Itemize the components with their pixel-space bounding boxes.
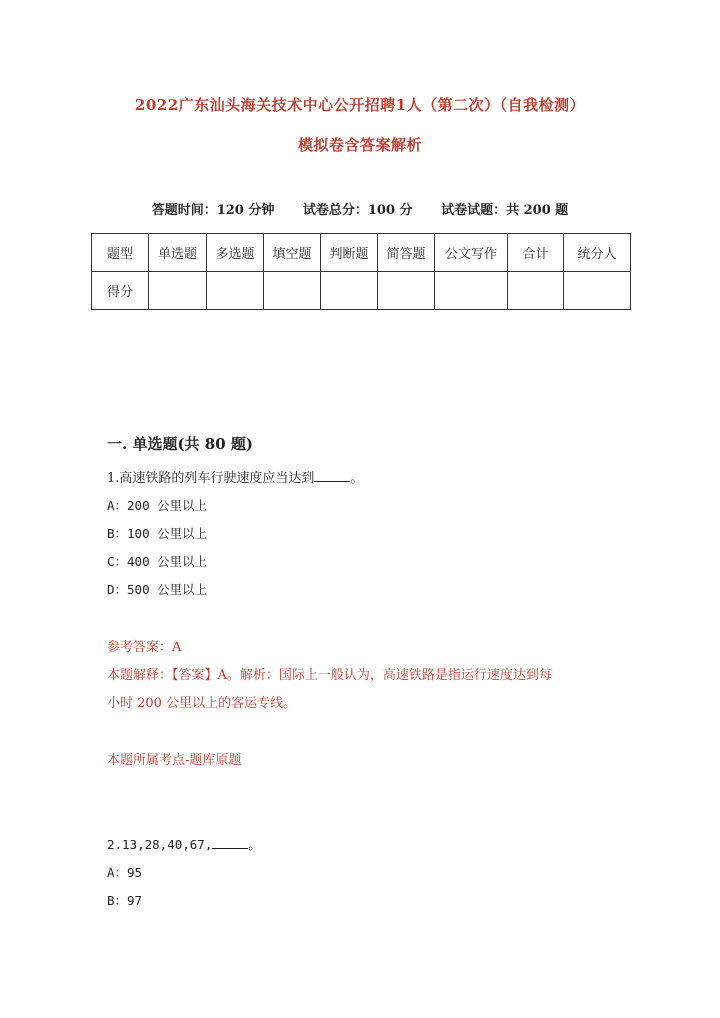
exam-meta [0, 199, 720, 218]
score-table [91, 233, 631, 310]
row-label-cell: 得分 [92, 272, 149, 310]
answer-blank [314, 469, 350, 482]
question-1-explanation-line2: 小时 200 公里以上的客运专线。 [107, 696, 297, 711]
score-cell [149, 272, 207, 310]
document-title-line1: 2022广东汕头海关技术中心公开招聘1人（第二次）（自我检测） [134, 96, 586, 114]
question-2-option-a: A：95 [107, 865, 143, 880]
question-2-stem: 2.13,28,40,67, 。 [107, 837, 261, 852]
header-cell: 填空题 [264, 234, 321, 272]
exam-question-count: 试卷试题：共 200 题 [441, 203, 569, 218]
answer-blank [212, 836, 248, 849]
question-2-option-b: B：97 [107, 893, 143, 908]
score-table-header-row [92, 234, 631, 272]
question-1-option-d: D：500 公里以上 [107, 582, 208, 597]
header-cell: 合计 [508, 234, 564, 272]
question-1-option-c: C：400 公里以上 [107, 554, 208, 569]
header-cell: 多选题 [207, 234, 264, 272]
header-cell: 公文写作 [435, 234, 508, 272]
score-cell [508, 272, 564, 310]
section-title: 一. 单选题(共 80 题) [107, 435, 253, 453]
question-1-option-a: A：200 公里以上 [107, 498, 208, 513]
score-table-score-row [92, 272, 631, 310]
score-cell [207, 272, 264, 310]
score-cell [378, 272, 435, 310]
header-cell: 简答题 [378, 234, 435, 272]
score-cell [321, 272, 378, 310]
score-cell [264, 272, 321, 310]
header-cell: 统分人 [564, 234, 631, 272]
score-cell [564, 272, 631, 310]
question-1-source: 本题所属考点-题库原题 [107, 753, 242, 768]
question-1-option-b: B：100 公里以上 [107, 526, 208, 541]
document-title-line2: 模拟卷含答案解析 [297, 136, 422, 154]
exam-time: 答题时间：120 分钟 [151, 203, 275, 218]
question-1-answer: 参考答案：A [107, 640, 182, 655]
score-cell [435, 272, 508, 310]
question-1-stem: 1.高速铁路的列车行驶速度应当达到 。 [107, 471, 364, 486]
header-cell: 单选题 [149, 234, 207, 272]
header-cell: 题型 [92, 234, 149, 272]
question-1-explanation-line1: 本题解释：【答案】A。解析：国际上一般认为，高速铁路是指运行速度达到每 [107, 668, 552, 683]
header-cell: 判断题 [321, 234, 378, 272]
exam-total-score: 试卷总分：100 分 [302, 203, 413, 218]
